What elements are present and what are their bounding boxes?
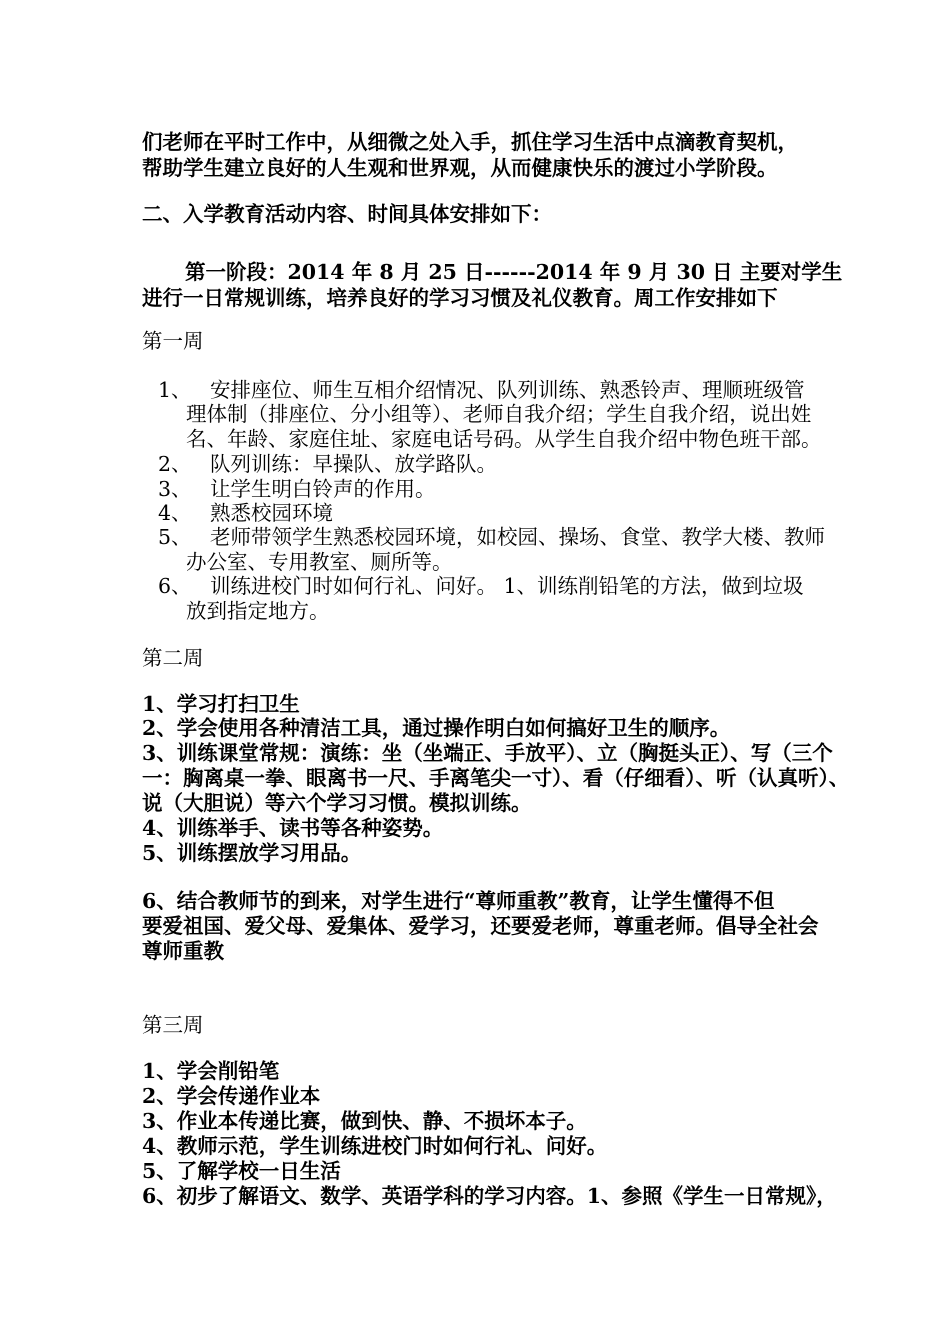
week3-line: 2、学会传递作业本 — [142, 1084, 321, 1108]
week3-line: 1、学会削铅笔 — [142, 1059, 280, 1083]
week1-item1-line2: 理体制（排座位、分小组等）、老师自我介绍；学生自我介绍，说出姓 — [186, 402, 812, 426]
week1-item-number: 5、 — [158, 525, 192, 549]
week1-item-number: 3、 — [158, 477, 192, 501]
intro-line-2: 帮助学生建立良好的人生观和世界观，从而健康快乐的渡过小学阶段。 — [142, 156, 778, 180]
week2-line: 一：胸离桌一拳、眼离书一尺、手离笔尖一寸）、看（仔细看）、听（认真听）、 — [142, 766, 850, 790]
week1-item-number: 2、 — [158, 452, 192, 476]
week2-line: 4、训练举手、读书等各种姿势。 — [142, 816, 444, 840]
week2-line: 2、学会使用各种清洁工具，通过操作明白如何搞好卫生的顺序。 — [142, 716, 731, 740]
week1-item1-line3: 名、年龄、家庭住址、家庭电话号码。从学生自我介绍中物色班干部。 — [186, 427, 822, 451]
week3-line: 3、作业本传递比赛，做到快、静、不损坏本子。 — [142, 1109, 587, 1133]
intro-line-1: 们老师在平时工作中，从细微之处入手，抓住学习生活中点滴教育契机， — [142, 130, 798, 154]
week2-line: 3、训练课堂常规：演练：坐（坐端正、手放平）、立（胸挺头正）、写（三个 — [142, 741, 833, 765]
week1-item-number: 6、 — [158, 574, 192, 598]
week2-line: 5、训练摆放学习用品。 — [142, 841, 362, 865]
week2-para6-line: 要爱祖国、爱父母、爱集体、爱学习，还要爱老师，尊重老师。倡导全社会 — [142, 914, 819, 938]
week1-item5-line2: 办公室、专用教室、厕所等。 — [186, 550, 453, 574]
week1-item4-line1: 熟悉校园环境 — [210, 501, 333, 525]
week1-item1-line1: 安排座位、师生互相介绍情况、队列训练、熟悉铃声、理顺班级管 — [210, 378, 805, 402]
week2-para6-line: 6、结合教师节的到来，对学生进行“尊师重教”教育，让学生懂得不但 — [142, 889, 775, 913]
week3-line: 5、了解学校一日生活 — [142, 1159, 341, 1183]
week2-para6-line: 尊师重教 — [142, 939, 224, 963]
stage1-line-2: 进行一日常规训练，培养良好的学习习惯及礼仪教育。周工作安排如下 — [142, 286, 778, 310]
week2-line: 说（大胆说）等六个学习习惯。模拟训练。 — [142, 791, 532, 815]
section-heading: 二、入学教育活动内容、时间具体安排如下： — [142, 202, 552, 226]
week1-item6-line2: 放到指定地方。 — [186, 599, 330, 623]
week3-line: 6、初步了解语文、数学、英语学科的学习内容。1、参照《学生一日常规》， — [142, 1184, 837, 1208]
week2-title: 第二周 — [142, 646, 204, 670]
week1-item5-line1: 老师带领学生熟悉校园环境，如校园、操场、食堂、教学大楼、教师 — [210, 525, 825, 549]
week1-item-number: 1、 — [158, 378, 192, 402]
week1-item2-line1: 队列训练：早操队、放学路队。 — [210, 452, 497, 476]
week3-title: 第三周 — [142, 1013, 204, 1037]
week2-line: 1、学习打扫卫生 — [142, 692, 300, 716]
week1-title: 第一周 — [142, 329, 204, 353]
week1-item6-line1: 训练进校门时如何行礼、问好。 1、训练削铅笔的方法，做到垃圾 — [210, 574, 804, 598]
week3-line: 4、教师示范，学生训练进校门时如何行礼、问好。 — [142, 1134, 608, 1158]
week1-item-number: 4、 — [158, 501, 192, 525]
week1-item3-line1: 让学生明白铃声的作用。 — [210, 477, 436, 501]
stage1-line-1: 第一阶段：2014 年 8 月 25 日------2014 年 9 月 30 日 主要对学生 — [185, 260, 843, 284]
